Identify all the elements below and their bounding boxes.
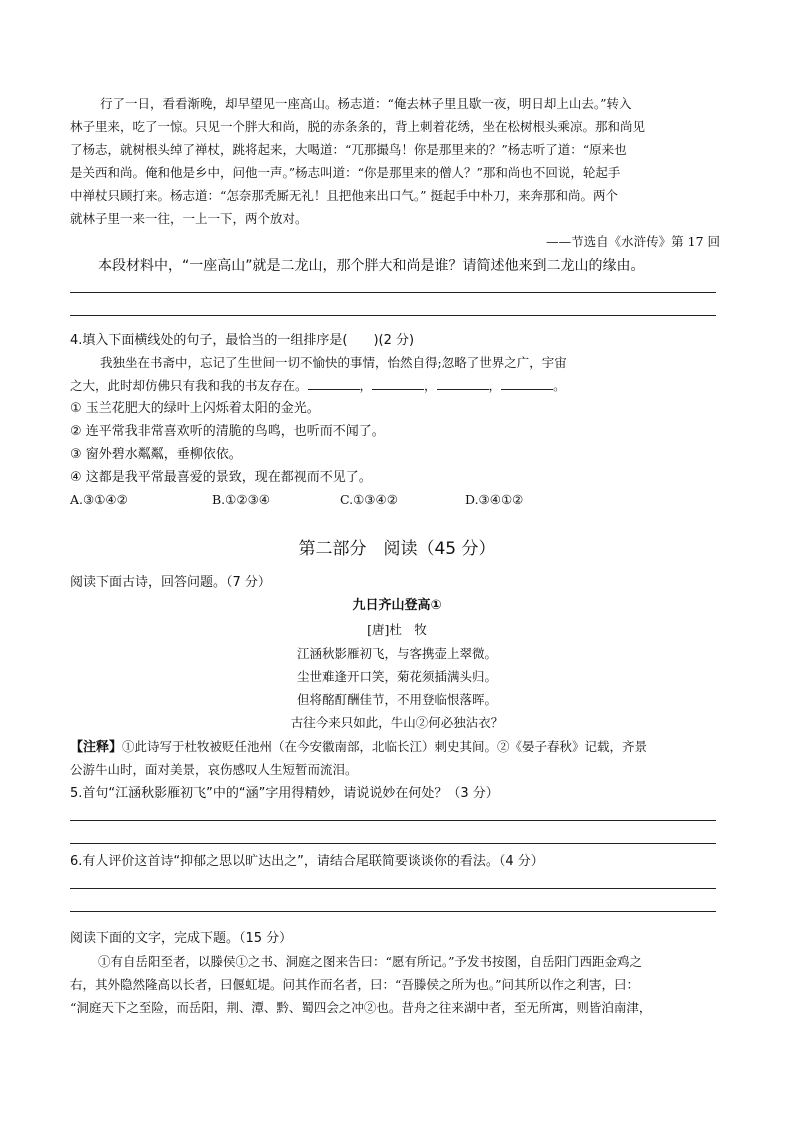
- passage1-line-3: 了杨志，就树根头绰了禅杖，跳将起来，大喝道：“兀那撮鸟！你是那里来的？”杨志听了道：“原来也: [70, 142, 627, 157]
- part2-heading: 第二部分 阅读（45 分）: [298, 539, 496, 559]
- q4-text-prefix: 之大，此时却仿佛只有我和我的书友存在。: [70, 378, 308, 393]
- q4-option-b: B.①②③④: [212, 492, 270, 507]
- q4-text-line-1: 我独坐在书斋中，忘记了生世间一切不愉快的事情，怡然自得;忽略了世界之广，宇宙: [100, 355, 567, 370]
- poem-note-line-2: 公游牛山时，面对美景，哀伤感叹人生短暂而流泪。: [70, 762, 358, 777]
- q4-blank-2[interactable]: [372, 377, 424, 390]
- passage1-line-2: 林子里来，吃了一惊。只见一个胖大和尚，脱的赤条条的，背上刺着花绣，坐在松树根头乘凉。那和尚见: [70, 119, 646, 134]
- q4-item-3: ③ 窗外碧水粼粼，垂柳依依。: [70, 447, 242, 462]
- poem-title: 九日齐山登高①: [352, 598, 442, 613]
- q4-sep-3: ，: [488, 378, 502, 393]
- prose-line-1: ①有自岳阳至者，以滕侯①之书、洞庭之图来告曰：“愿有所记。”予发书按图，自岳阳门西距金鸡之: [98, 954, 643, 969]
- poem-intro: 阅读下面古诗，回答问题。（7 分）: [70, 575, 271, 590]
- passage1-line-4: 是关西和尚。俺和他是乡中，问他一声。”杨志叫道：“你是那里来的僧人？”那和尚也不回说，轮起手: [70, 165, 621, 180]
- q4-sep-2: ，: [424, 378, 437, 393]
- passage1-line-1: 行了一日，看看渐晚，却早望见一座高山。杨志道：“俺去林子里且歇一夜，明日却上山去。”转入: [100, 96, 632, 111]
- answer-line-q5-1: [70, 820, 716, 821]
- passage1-question: 本段材料中，“一座高山”就是二龙山，那个胖大和尚是谁？请简述他来到二龙山的缘由。: [98, 258, 645, 274]
- q4-end-mark: 。: [553, 378, 566, 393]
- prose-line-2: 右，其外隐然隆高以长者，曰偃虹堤。问其作而名者，曰：“吾滕侯之所为也。”问其所以作之利害，曰：: [70, 977, 640, 992]
- passage1-source: ——节选自《水浒传》第 17 回: [546, 234, 720, 249]
- q4-item-4: ④ 这都是我平常最喜爱的景致，现在都视而不见了。: [70, 470, 372, 485]
- poem-line-3: 但将酩酊酬佳节，不用登临恨落晖。: [296, 692, 497, 707]
- answer-line-2: [70, 315, 716, 316]
- poem-line-2: 尘世难逢开口笑，菊花须插满头归。: [296, 669, 497, 684]
- q4-blank-4[interactable]: [501, 377, 553, 390]
- passage1-line-6: 就林子里一来一往，一上一下，两个放对。: [70, 211, 308, 226]
- q4-item-1: ① 玉兰花肥大的绿叶上闪烁着太阳的金光。: [70, 401, 320, 416]
- poem-author: [唐]杜 牧: [367, 622, 427, 637]
- answer-line-q6-2: [70, 911, 716, 912]
- q4-text-line-2: [70, 375, 566, 397]
- answer-line-q5-2: [70, 843, 716, 844]
- q4-sep-1: ，: [359, 378, 373, 393]
- q4-blank-1[interactable]: [308, 377, 360, 390]
- question-6: 6.有人评价这首诗“抑郁之思以旷达出之”，请结合尾联简要谈谈你的看法。（4 分）: [70, 854, 544, 869]
- poem-note-line-1: [70, 736, 647, 759]
- poem-line-4: 古往今来只如此，牛山②何必独沾衣？: [290, 715, 504, 730]
- q4-item-2: ② 连平常我非常喜欢听的清脆的鸟鸣，也听而不闻了。: [70, 424, 385, 439]
- answer-line-q6-1: [70, 888, 716, 889]
- poem-note-text-1: ①此诗写于杜牧被贬任池州（在今安徽南部，北临长江）刺史其间。②《晏子春秋》记载，齐景: [122, 739, 648, 754]
- q4-option-c: C.①③④②: [340, 492, 398, 507]
- answer-line-1: [70, 292, 716, 293]
- q4-option-a: A.③①④②: [70, 492, 128, 507]
- q4-stem: 4.填入下面横线处的句子，最恰当的一组排序是( )(2 分): [70, 333, 415, 348]
- question-5: 5.首句“江涵秋影雁初飞”中的“涵”字用得精妙，请说说妙在何处？（3 分）: [70, 786, 499, 801]
- prose-line-3: “洞庭天下之至险，而岳阳，荆、潭、黔、蜀四会之冲②也。昔舟之往来湖中者，至无所寓，则皆泊南津，: [70, 1000, 652, 1015]
- poem-line-1: 江涵秋影雁初飞，与客携壶上翠微。: [296, 646, 497, 661]
- prose-intro: 阅读下面的文字，完成下题。（15 分）: [70, 931, 293, 946]
- passage1-line-5: 中禅杖只顾打来。杨志道：“怎奈那秃厮无礼！且把他来出口气。” 挺起手中朴刀，来奔那和尚。两个: [70, 188, 619, 203]
- q4-option-d: D.③④①②: [465, 492, 524, 507]
- q4-blank-3[interactable]: [437, 377, 489, 390]
- poem-note-label: 【注释】: [70, 740, 123, 755]
